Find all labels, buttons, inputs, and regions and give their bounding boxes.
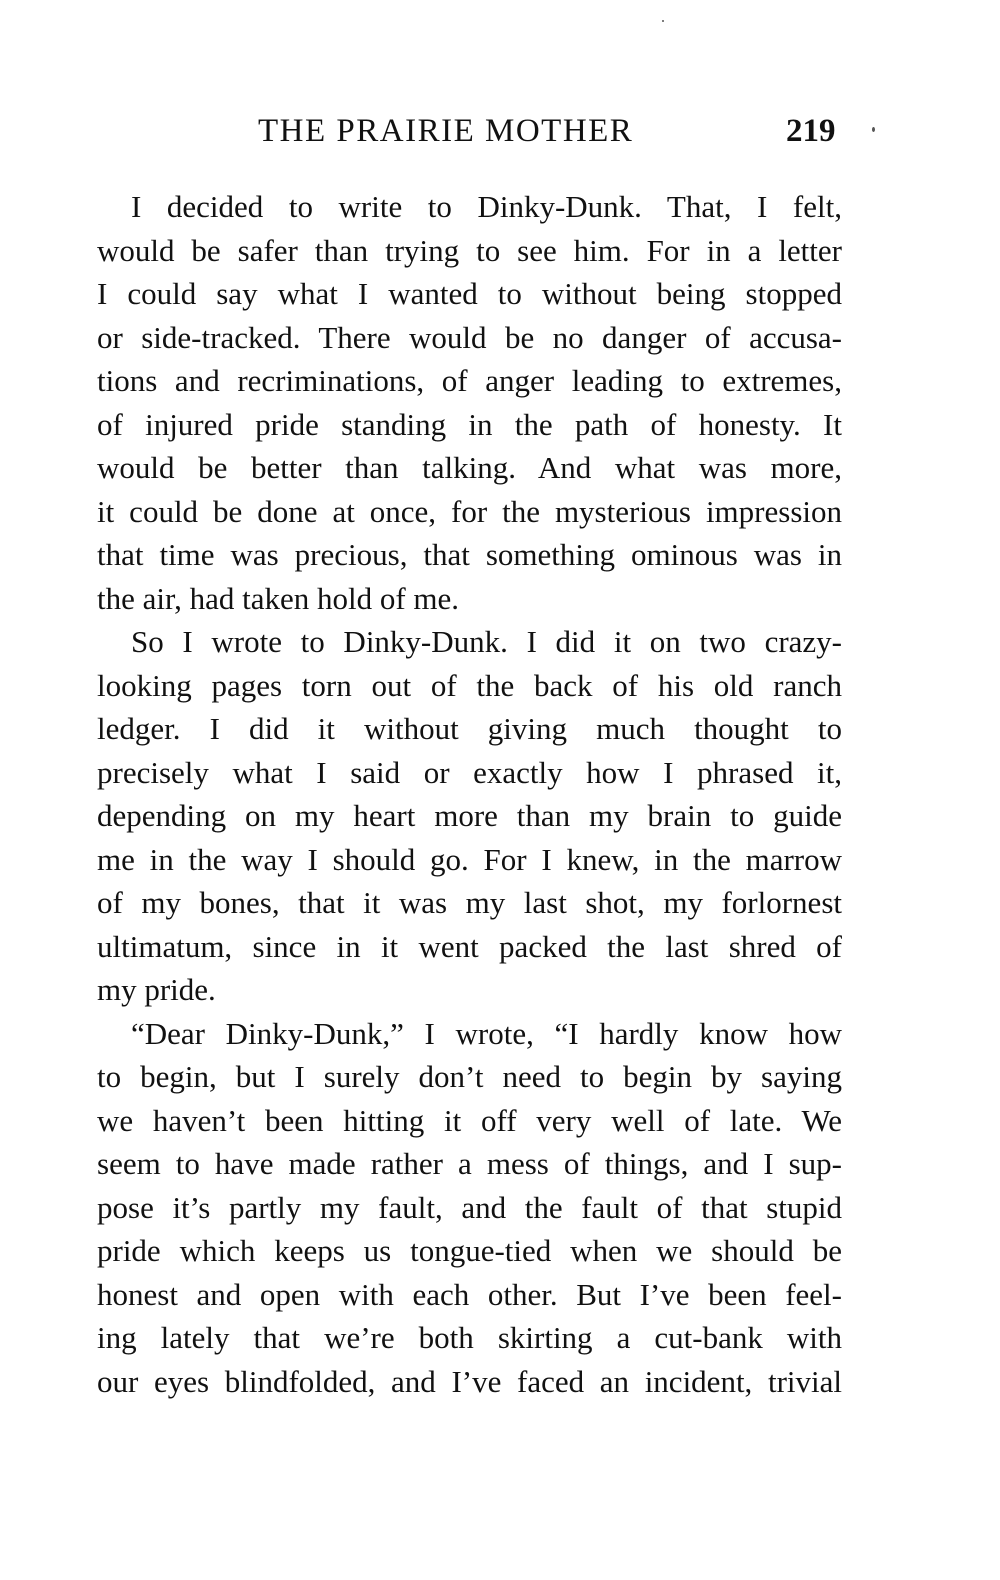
- text-line: we haven’t been hitting it off very well of late. We: [97, 1102, 842, 1138]
- text-line: I could say what I wanted to without being stopped: [97, 276, 842, 311]
- text-line: pride which keeps us tongue-tied when we should be: [97, 1233, 842, 1268]
- text-line: or side-tracked. There would be no danger of accusa-: [97, 319, 842, 355]
- text-line: my pride.: [97, 972, 216, 1007]
- text-line: of injured pride standing in the path of honesty. It: [97, 406, 842, 442]
- text-line: would be better than talking. And what was more,: [97, 450, 842, 485]
- body-text: [97, 185, 842, 1403]
- running-title: THE PRAIRIE MOTHER: [258, 113, 634, 149]
- text-line: our eyes blindfolded, and I’ve faced an incident, trivial: [97, 1363, 842, 1399]
- text-line: me in the way I should go. For I knew, in the marrow: [97, 841, 842, 877]
- running-head: [258, 106, 848, 156]
- text-line: of my bones, that it was my last shot, my forlornest: [97, 885, 842, 920]
- page-number: 219: [786, 113, 836, 149]
- text-line: the air, had taken hold of me.: [97, 580, 460, 616]
- text-line: pose it’s partly my fault, and the fault of that stupid: [97, 1189, 842, 1225]
- text-line: precisely what I said or exactly how I phrased it,: [97, 754, 842, 790]
- paragraph-3: [97, 1012, 842, 1404]
- text-line: I decided to write to Dinky-Dunk. That, I felt,: [131, 189, 842, 224]
- text-line: that time was precious, that something ominous was in: [97, 537, 842, 572]
- text-line: looking pages torn out of the back of his old ranch: [97, 667, 842, 703]
- text-line: it could be done at once, for the mysterious impression: [97, 493, 842, 529]
- paragraph-1: [97, 185, 842, 620]
- print-speck: [872, 127, 875, 132]
- text-line: tions and recriminations, of anger leading to extremes,: [97, 363, 842, 398]
- text-line: depending on my heart more than my brain to guide: [97, 798, 842, 833]
- text-line: ledger. I did it without giving much thought to: [97, 711, 842, 746]
- text-line: to begin, but I surely don’t need to begin by saying: [97, 1059, 842, 1094]
- text-line: “Dear Dinky-Dunk,” I wrote, “I hardly know how: [131, 1015, 842, 1051]
- text-line: honest and open with each other. But I’ve been feel-: [97, 1276, 842, 1312]
- paragraph-2: [97, 620, 842, 1012]
- text-line: seem to have made rather a mess of things, and I sup-: [97, 1146, 842, 1181]
- text-line: would be safer than trying to see him. For in a letter: [97, 232, 842, 268]
- text-line: ultimatum, since in it went packed the last shred of: [97, 928, 842, 964]
- print-speck: [662, 20, 664, 22]
- text-line: So I wrote to Dinky-Dunk. I did it on two crazy-: [131, 624, 842, 659]
- text-line: ing lately that we’re both skirting a cut-bank with: [97, 1320, 842, 1355]
